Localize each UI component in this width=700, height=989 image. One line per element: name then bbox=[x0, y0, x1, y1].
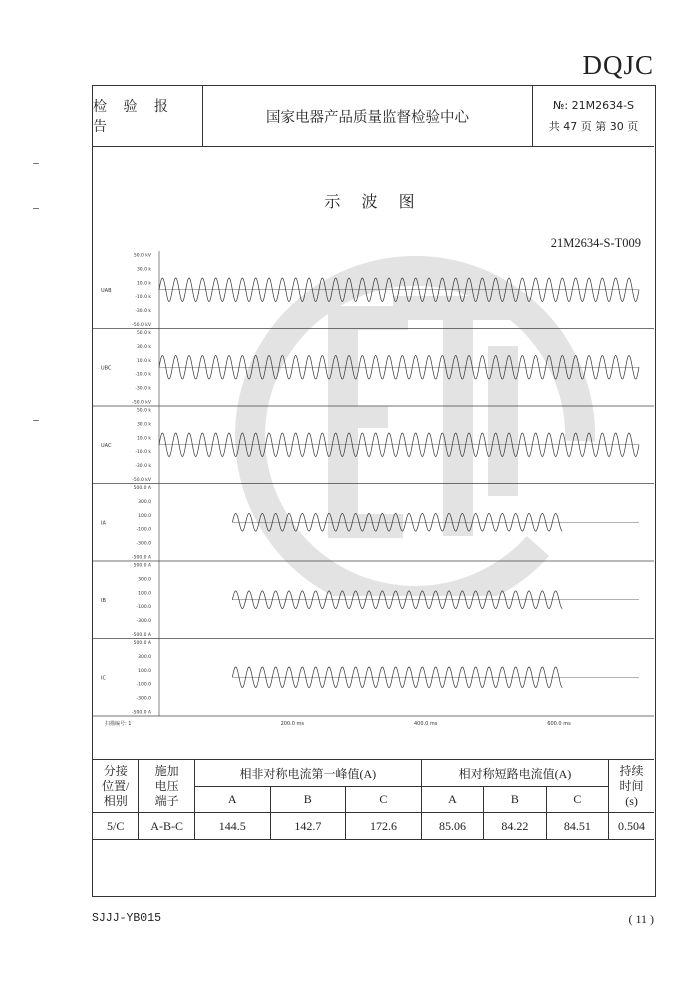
phase-a-header: A bbox=[421, 787, 483, 813]
tick-label: -10.0 k bbox=[135, 372, 151, 378]
tick-label: -300.0 bbox=[136, 696, 151, 702]
tick-label: 100.0 bbox=[138, 591, 151, 597]
oscillogram bbox=[93, 245, 654, 759]
col-terminal-header: 施加 电压 端子 bbox=[139, 760, 194, 813]
tick-label: -300.0 bbox=[136, 619, 151, 625]
test-id: 21M2634-S-T009 bbox=[550, 236, 641, 250]
cell-position: 5/C bbox=[93, 813, 139, 840]
tick-label: -30.0 k bbox=[135, 464, 151, 470]
tick-label: 100.0 bbox=[138, 668, 151, 674]
tick-label: -30.0 k bbox=[135, 309, 151, 315]
rms-current-header: 相对称短路电流值(A) bbox=[421, 760, 608, 787]
col-position-header: 分接 位置/ 相别 bbox=[93, 760, 139, 813]
tick-label: 300.0 bbox=[138, 654, 151, 660]
report-number-cell bbox=[533, 86, 654, 146]
cell-rms-b: 84.22 bbox=[484, 813, 546, 840]
tick-label: -500.0 A bbox=[131, 633, 151, 638]
tick-label: -50.0 kV bbox=[132, 323, 151, 328]
channel-label: IC bbox=[101, 675, 106, 682]
tick-label: -30.0 k bbox=[135, 386, 151, 392]
channel-label: UAC bbox=[101, 442, 112, 449]
tick-label: 30.0 k bbox=[136, 344, 151, 350]
results-table bbox=[93, 759, 654, 840]
channel-label: UAB bbox=[101, 287, 112, 294]
channel-label: UBC bbox=[101, 365, 112, 372]
x-tick-label: 600.0 ms bbox=[547, 721, 571, 727]
cell-peak-c: 172.6 bbox=[346, 813, 422, 840]
tick-label: 30.0 k bbox=[136, 267, 151, 273]
cell-peak-b: 142.7 bbox=[270, 813, 346, 840]
tick-label: -50.0 kV bbox=[132, 478, 151, 483]
phase-b-header: B bbox=[484, 787, 546, 813]
tick-label: -500.0 A bbox=[131, 710, 151, 716]
x-tick-label: 400.0 ms bbox=[413, 721, 438, 727]
tick-label: 50.0 k bbox=[136, 408, 151, 414]
tick-label: -100.0 bbox=[136, 527, 151, 533]
tick-label: -10.0 k bbox=[135, 450, 151, 456]
tick-label: 500.0 A bbox=[133, 641, 151, 646]
tick-label: 100.0 bbox=[138, 513, 151, 519]
tick-label: 50.0 kV bbox=[133, 253, 151, 259]
cell-rms-a: 85.06 bbox=[421, 813, 483, 840]
report-frame bbox=[92, 85, 656, 897]
tick-label: -10.0 k bbox=[135, 295, 151, 301]
tick-label: -50.0 kV bbox=[132, 400, 151, 406]
page-title: 示 波 图 bbox=[324, 192, 423, 211]
table-row bbox=[93, 813, 654, 840]
report-type: 检 验 报 告 bbox=[93, 86, 203, 146]
channel-label: IB bbox=[101, 597, 106, 604]
page-count: 共 47 页 第 30 页 bbox=[548, 119, 639, 133]
cell-rms-c: 84.51 bbox=[546, 813, 608, 840]
tick-label: -100.0 bbox=[136, 605, 151, 611]
phase-b-header: B bbox=[270, 787, 346, 813]
brand-mark: DQJC bbox=[582, 50, 654, 80]
report-header bbox=[93, 86, 654, 147]
tick-label: 10.0 k bbox=[136, 436, 151, 442]
tick-label: 30.0 k bbox=[136, 422, 151, 428]
tick-label: 50.0 k bbox=[136, 331, 151, 336]
cell-peak-a: 144.5 bbox=[194, 813, 270, 840]
x-tick-label: 200.0 ms bbox=[280, 721, 305, 727]
phase-c-header: C bbox=[346, 787, 422, 813]
tick-label: -500.0 A bbox=[131, 555, 151, 561]
tick-label: -100.0 bbox=[136, 682, 151, 688]
tick-label: 10.0 k bbox=[136, 358, 151, 364]
tick-label: 10.0 k bbox=[136, 281, 151, 287]
report-number: №: 21M2634-S bbox=[552, 98, 635, 112]
phase-c-header: C bbox=[546, 787, 608, 813]
tick-label: 500.0 A bbox=[133, 486, 151, 491]
peak-current-header: 相非对称电流第一峰值(A) bbox=[194, 760, 421, 787]
scan-number-label: 扫描编号: 1 bbox=[105, 721, 132, 727]
tick-label: 300.0 bbox=[138, 499, 151, 505]
page-number: ( 11 ) bbox=[628, 912, 654, 926]
tick-label: -300.0 bbox=[136, 541, 151, 547]
phase-a-header: A bbox=[194, 787, 270, 813]
channel-label: IA bbox=[101, 520, 106, 527]
tick-label: 300.0 bbox=[138, 577, 151, 583]
col-duration-header: 持续 时间 (s) bbox=[609, 760, 654, 813]
test-center-name: 国家电器产品质量监督检验中心 bbox=[203, 86, 533, 146]
cell-duration: 0.504 bbox=[609, 813, 654, 840]
tick-label: 500.0 A bbox=[133, 563, 151, 569]
form-code: SJJJ-YB015 bbox=[92, 912, 162, 925]
cell-terminal: A-B-C bbox=[139, 813, 194, 840]
